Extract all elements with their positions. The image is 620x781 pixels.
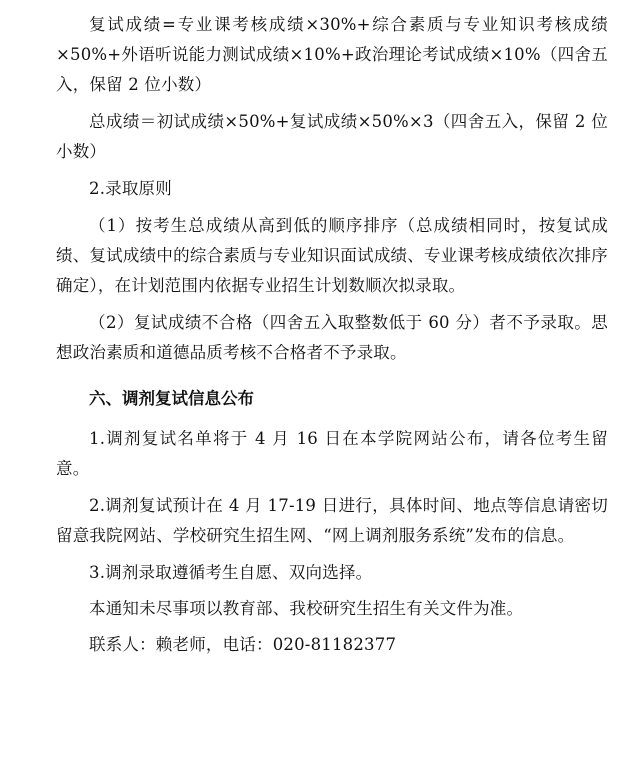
- document-body: [56, 10, 608, 666]
- section-title: 六、调剂复试信息公布: [89, 389, 254, 408]
- admission-principle-2: （2）复试成绩不合格（四舍五入取整数低于 60 分）者不予录取。思想政治素质和道德品质考核不合格者不予录取。: [56, 313, 608, 362]
- admission-principle-1: （1）按考生总成绩从高到低的顺序排序（总成绩相同时，按复试成绩、复试成绩中的综合素质与专业知识面试成绩、专业课考核成绩依次排序确定），在计划范围内依据专业招生计划数顺次拟录取。: [56, 216, 608, 295]
- contact-info: 联系人：赖老师，电话：020-81182377: [89, 635, 397, 654]
- notice-footnote: 本通知未尽事项以教育部、我校研究生招生有关文件为准。: [89, 599, 524, 618]
- retest-score-formula: 复试成绩=专业课考核成绩×30%+综合素质与专业知识考核成绩×50%+外语听说能力测试成绩×10%+政治理论考试成绩×10%（四舍五入，保留 2 位小数）: [56, 15, 608, 94]
- admission-principle-heading: 2.录取原则: [89, 179, 172, 198]
- notice-item-3: 3.调剂录取遵循考生自愿、双向选择。: [89, 563, 373, 582]
- total-score-formula: 总成绩＝初试成绩×50%+复试成绩×50%×3（四舍五入，保留 2 位小数）: [56, 112, 608, 161]
- notice-item-2: 2.调剂复试预计在 4 月 17-19 日进行，具体时间、地点等信息请密切留意我院网站、学校研究生招生网、“网上调剂服务系统”发布的信息。: [56, 496, 608, 545]
- notice-item-1: 1.调剂复试名单将于 4 月 16 日在本学院网站公布，请各位考生留意。: [56, 429, 608, 478]
